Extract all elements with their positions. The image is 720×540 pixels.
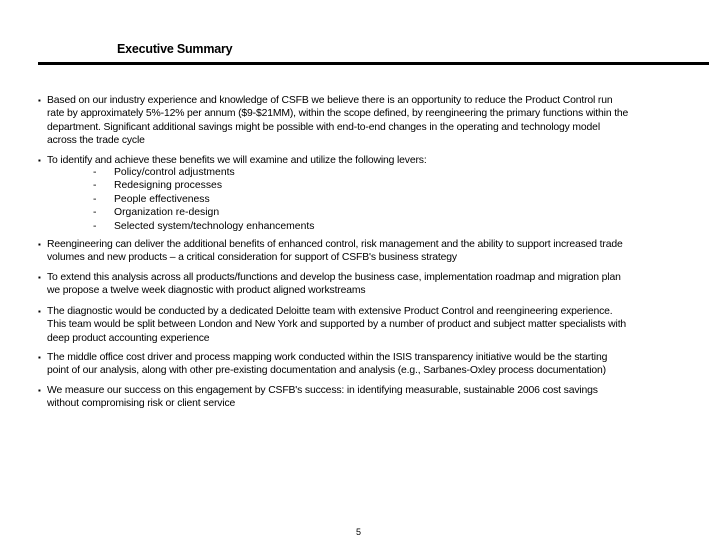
bullet-icon: ▪ — [38, 240, 41, 249]
bullet-paragraph — [38, 94, 628, 148]
bullet-icon: ▪ — [38, 353, 41, 362]
bullet-paragraph — [38, 384, 598, 411]
paragraph-line: deep product accounting experience — [47, 332, 210, 344]
bullet-paragraph — [38, 305, 626, 345]
bullet-icon: ▪ — [38, 156, 41, 165]
page-title: Executive Summary — [117, 42, 233, 56]
bullet-icon: ▪ — [38, 273, 41, 282]
paragraph-line: department. Significant additional savings might be possible with end-to-end changes in the operating and technology model — [47, 121, 600, 133]
paragraph-line: Based on our industry experience and knowledge of CSFB we believe there is an opportunity to reduce the Product Control run — [47, 95, 613, 106]
paragraph-line: The middle office cost driver and process mapping work conducted within the ISIS transparency initiative would be the starting — [47, 352, 608, 363]
paragraph-line: without compromising risk or client service — [47, 398, 236, 410]
page-number: 5 — [356, 527, 362, 537]
paragraph-line: we propose a twelve week diagnostic with product aligned workstreams — [47, 285, 366, 297]
bullet-paragraph — [38, 351, 607, 378]
dash-icon: - — [93, 167, 97, 178]
lever-label: Selected system/technology enhancements — [114, 220, 315, 232]
paragraph-line: The diagnostic would be conducted by a dedicated Deloitte team with extensive Product Control and reengineering experience. — [47, 306, 613, 317]
paragraph-line: To extend this analysis across all products/functions and develop the business case, implementation roadmap and migration plan — [47, 272, 621, 283]
title-divider — [38, 62, 709, 65]
lever-label: Policy/control adjustments — [114, 167, 235, 178]
paragraph-line: To identify and achieve these benefits we will examine and utilize the following levers: — [47, 155, 427, 166]
bullet-paragraph — [38, 271, 621, 298]
paragraph-line: point of our analysis, along with other pre-existing documentation and analysis (e.g., Sarbanes-Oxley process documentation) — [47, 365, 606, 377]
bullet-icon: ▪ — [38, 386, 41, 395]
dash-icon: - — [93, 193, 97, 205]
dash-icon: - — [93, 180, 97, 192]
lever-label: Organization re-design — [114, 207, 220, 219]
dash-icon: - — [93, 207, 97, 219]
lever-label: Redesigning processes — [114, 180, 223, 192]
paragraph-line: We measure our success on this engagement by CSFB's success: in identifying measurable, sustainable 2006 cost savings — [47, 385, 598, 396]
paragraph-line: Reengineering can deliver the additional benefits of enhanced control, risk management and the ability to support increased trade — [47, 239, 623, 250]
paragraph-line: across the trade cycle — [47, 135, 145, 147]
paragraph-line: This team would be split between London and New York and supported by a number of product and subject matter specialists with — [47, 319, 627, 331]
dash-icon: - — [93, 220, 97, 232]
paragraph-line: rate by approximately 5%-12% per annum ($9-$21MM), within the scope defined, by reengineering the primary functions within the — [47, 108, 629, 120]
bullet-icon: ▪ — [38, 307, 41, 316]
paragraph-line: volumes and new products – a critical consideration for support of CSFB's business strategy — [47, 252, 457, 264]
lever-label: People effectiveness — [114, 193, 210, 205]
bullet-paragraph — [38, 238, 623, 265]
bullet-icon: ▪ — [38, 96, 41, 105]
